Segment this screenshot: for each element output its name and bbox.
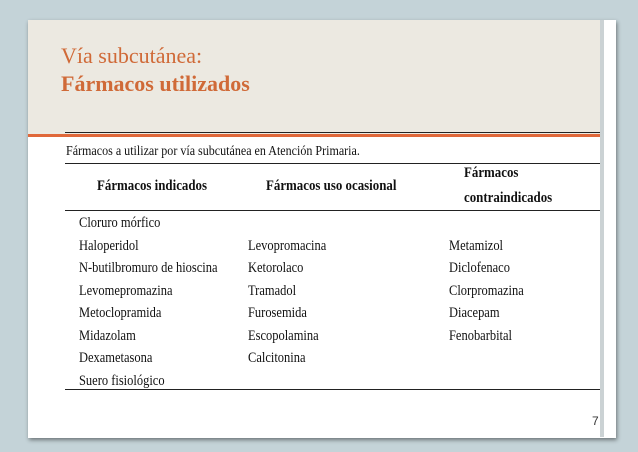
side-divider	[600, 20, 604, 437]
contraindicated-item: Clorpromazina	[449, 282, 524, 299]
contraindicated-item: Metamizol	[449, 237, 504, 254]
page-number: 7	[592, 414, 599, 428]
header-contraindicated-line1: Fármacos	[464, 165, 519, 181]
header-accent-line	[28, 134, 604, 137]
indicated-item: Haloperidol	[79, 237, 139, 254]
table-header-rule	[65, 210, 600, 211]
contraindicated-item: Fenobarbital	[449, 327, 513, 344]
indicated-item: Levomepromazina	[79, 282, 173, 299]
header-indicated: Fármacos indicados	[97, 178, 208, 194]
slide-title-line1: Vía subcutánea:	[61, 43, 203, 68]
occasional-item: Furosemida	[248, 305, 307, 321]
indicated-item: Metoclopramida	[79, 305, 162, 321]
indicated-item: Cloruro mórfico	[79, 215, 161, 231]
table-caption: Fármacos a utilizar por vía subcutánea en Atención Primaria.	[66, 144, 360, 159]
table-caption-rule	[65, 163, 600, 164]
slide-title-line2: Fármacos utilizados	[61, 71, 250, 96]
contraindicated-item: Diclofenaco	[449, 260, 510, 276]
header-occasional: Fármacos uso ocasional	[266, 178, 397, 194]
slide	[28, 20, 616, 438]
contraindicated-item: Diacepam	[449, 305, 500, 321]
occasional-item: Escopolamina	[248, 327, 319, 344]
table-bottom-rule	[65, 389, 600, 390]
indicated-item: Midazolam	[79, 327, 136, 344]
indicated-item: N-butilbromuro de hioscina	[79, 260, 218, 276]
occasional-item: Tramadol	[248, 282, 297, 299]
column-indicated	[79, 212, 218, 392]
slide-header	[28, 20, 604, 134]
indicated-item: Suero fisiológico	[79, 372, 165, 389]
column-occasional	[248, 212, 326, 370]
header-contraindicated-line2: contraindicados	[464, 190, 553, 206]
column-contraindicated	[449, 212, 524, 347]
table-top-rule	[65, 132, 600, 133]
indicated-item: Dexametasona	[79, 350, 153, 366]
occasional-item: Ketorolaco	[248, 260, 304, 276]
occasional-item: Levopromacina	[248, 237, 327, 254]
occasional-item: Calcitonina	[248, 350, 306, 366]
